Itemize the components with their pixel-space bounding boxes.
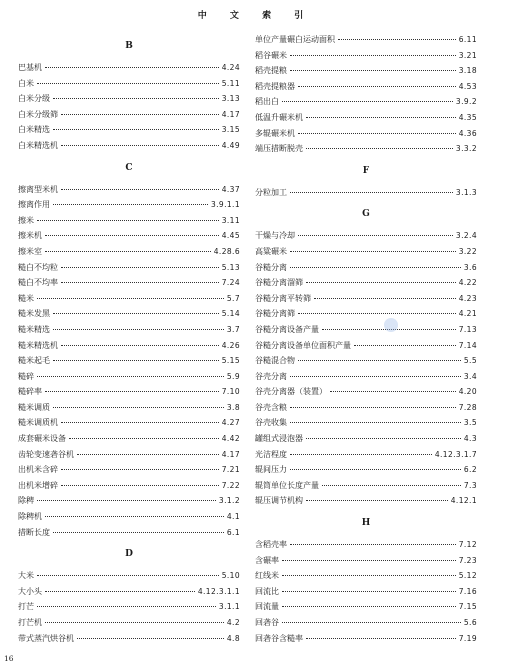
index-term: 擦离作用 bbox=[18, 200, 50, 210]
dot-leader bbox=[53, 129, 219, 130]
dot-leader bbox=[298, 86, 456, 87]
dot-leader bbox=[53, 98, 219, 99]
section-reference: 5.5 bbox=[463, 356, 477, 366]
index-term: 打芒 bbox=[18, 602, 34, 612]
dot-leader bbox=[45, 622, 224, 623]
index-entry bbox=[18, 122, 240, 138]
dot-leader bbox=[306, 282, 456, 283]
index-term: 谷糙混合物 bbox=[255, 356, 295, 366]
index-entry bbox=[255, 260, 477, 276]
index-term: 擦离型米机 bbox=[18, 184, 58, 194]
dot-leader bbox=[290, 70, 456, 71]
section-reference: 4.2 bbox=[226, 618, 240, 627]
section-reference: 4.20 bbox=[458, 387, 477, 397]
index-entry bbox=[255, 462, 477, 478]
dot-leader bbox=[37, 376, 224, 377]
dot-leader bbox=[61, 267, 219, 268]
dot-leader bbox=[45, 251, 211, 252]
index-term: 干燥与冷却 bbox=[255, 231, 295, 241]
index-entry bbox=[18, 615, 240, 631]
index-term: 辊间压力 bbox=[255, 465, 287, 475]
section-reference: 6.1 bbox=[226, 527, 240, 537]
dot-leader bbox=[37, 575, 219, 576]
dot-leader bbox=[61, 485, 219, 486]
section-reference: 7.22 bbox=[221, 480, 240, 490]
dot-leader bbox=[282, 560, 456, 561]
index-term: 糙碎率 bbox=[18, 387, 42, 397]
dot-leader bbox=[53, 313, 219, 314]
section-reference: 3.9.2 bbox=[455, 97, 477, 107]
index-entry bbox=[18, 197, 240, 213]
index-entry bbox=[18, 107, 240, 123]
dot-leader bbox=[45, 67, 219, 68]
index-entry bbox=[18, 91, 240, 107]
section-reference: 3.7 bbox=[226, 324, 240, 334]
index-entry bbox=[255, 228, 477, 244]
dot-leader bbox=[290, 544, 456, 545]
index-entry bbox=[18, 260, 240, 276]
index-term: 谷糙分离 bbox=[255, 262, 287, 272]
index-entry bbox=[18, 447, 240, 463]
index-entry bbox=[18, 584, 240, 600]
index-entry bbox=[255, 599, 477, 615]
section-reference: 3.11 bbox=[221, 215, 240, 225]
dot-leader bbox=[290, 251, 456, 252]
index-entry bbox=[255, 415, 477, 431]
dot-leader bbox=[37, 298, 224, 299]
dot-leader bbox=[282, 622, 461, 623]
index-term: 辊压调节机构 bbox=[255, 496, 303, 506]
index-term: 谷壳收集 bbox=[255, 418, 287, 428]
index-entry bbox=[18, 525, 240, 541]
dot-leader bbox=[53, 204, 208, 205]
dot-leader bbox=[354, 345, 456, 346]
dot-leader bbox=[314, 298, 456, 299]
section-reference: 5.14 bbox=[221, 309, 240, 319]
dot-leader bbox=[330, 391, 456, 392]
index-term: 稻壳提粮 bbox=[255, 66, 287, 76]
index-term: 成套碾米设备 bbox=[18, 434, 66, 444]
index-term: 谷壳分离 bbox=[255, 371, 287, 381]
index-term: 稻出白 bbox=[255, 97, 279, 107]
dot-leader bbox=[306, 500, 448, 501]
section-reference: 7.24 bbox=[221, 278, 240, 288]
index-entry bbox=[18, 369, 240, 385]
index-entry bbox=[18, 244, 240, 260]
section-reference: 4.28.6 bbox=[213, 246, 240, 256]
index-term: 红线米 bbox=[255, 571, 279, 581]
index-term: 大米 bbox=[18, 571, 34, 581]
dot-leader bbox=[53, 360, 219, 361]
index-term: 糙米精选机 bbox=[18, 340, 58, 350]
index-term: 稻壳提粮器 bbox=[255, 81, 295, 91]
section-reference: 7.12 bbox=[458, 540, 477, 550]
section-reference: 4.26 bbox=[221, 340, 240, 350]
index-entry bbox=[255, 322, 477, 338]
index-entry bbox=[18, 353, 240, 369]
section-reference: 5.15 bbox=[221, 356, 240, 366]
dot-leader bbox=[290, 55, 456, 56]
dot-leader bbox=[61, 422, 219, 423]
dot-leader bbox=[61, 189, 219, 190]
index-entry bbox=[18, 631, 240, 647]
dot-leader bbox=[282, 101, 453, 102]
dot-leader bbox=[282, 575, 456, 576]
index-term: 分粒加工 bbox=[255, 187, 287, 197]
index-entry bbox=[255, 478, 477, 494]
index-term: 齿轮变速砻谷机 bbox=[18, 449, 74, 459]
index-term: 除稗机 bbox=[18, 512, 42, 522]
section-reference: 4.21 bbox=[458, 309, 477, 319]
index-term: 白米 bbox=[18, 78, 34, 88]
section-reference: 3.1.1 bbox=[218, 602, 240, 612]
dot-leader bbox=[61, 282, 219, 283]
index-term: 糙米起毛 bbox=[18, 356, 50, 366]
dot-leader bbox=[37, 220, 219, 221]
dot-leader bbox=[290, 407, 456, 408]
index-entry bbox=[255, 338, 477, 354]
index-term: 巴基机 bbox=[18, 63, 42, 72]
dot-leader bbox=[61, 345, 219, 346]
index-entry bbox=[18, 291, 240, 307]
index-entry bbox=[255, 291, 477, 307]
index-entry bbox=[18, 431, 240, 447]
dot-leader bbox=[290, 192, 453, 193]
index-entry bbox=[255, 126, 477, 142]
index-term: 糙米 bbox=[18, 293, 34, 303]
index-term: 除稗 bbox=[18, 496, 34, 506]
dot-leader bbox=[290, 469, 461, 470]
index-term: 谷壳含粮 bbox=[255, 402, 287, 412]
index-term: 擦米室 bbox=[18, 246, 42, 256]
dot-leader bbox=[306, 638, 456, 639]
index-term: 糙白不均粒 bbox=[18, 262, 58, 272]
index-term: 单位产量碾白运动面积 bbox=[255, 35, 335, 44]
index-term: 糙白不均率 bbox=[18, 278, 58, 288]
index-term: 光洁程度 bbox=[255, 449, 287, 459]
section-reference: 4.17 bbox=[221, 109, 240, 119]
dot-leader bbox=[298, 133, 456, 134]
index-term: 含稻壳率 bbox=[255, 540, 287, 550]
index-entry bbox=[255, 584, 477, 600]
section-reference: 5.11 bbox=[221, 78, 240, 88]
index-entry bbox=[255, 48, 477, 64]
index-entry bbox=[18, 228, 240, 244]
index-entry bbox=[255, 306, 477, 322]
dot-leader bbox=[37, 500, 216, 501]
index-entry bbox=[255, 94, 477, 110]
dot-leader bbox=[77, 638, 224, 639]
index-entry bbox=[255, 141, 477, 157]
section-reference: 4.12.3.1.7 bbox=[434, 449, 477, 459]
index-term: 糙米调质机 bbox=[18, 418, 58, 428]
dot-leader bbox=[45, 235, 219, 236]
dot-leader bbox=[282, 606, 456, 607]
index-entry bbox=[18, 599, 240, 615]
index-term: 谷糙分离溜筛 bbox=[255, 278, 303, 288]
section-reference: 7.14 bbox=[458, 340, 477, 350]
index-term: 白米精选机 bbox=[18, 140, 58, 150]
index-term: 措断长度 bbox=[18, 527, 50, 537]
index-entry bbox=[18, 400, 240, 416]
index-term: 稻谷碾米 bbox=[255, 50, 287, 60]
section-reference: 7.23 bbox=[458, 555, 477, 565]
section-reference: 5.6 bbox=[463, 618, 477, 627]
section-letter-heading: F bbox=[362, 165, 370, 176]
section-reference: 4.23 bbox=[458, 293, 477, 303]
index-term: 出机米含碎 bbox=[18, 465, 58, 475]
index-entry bbox=[18, 338, 240, 354]
index-term: 谷糙分离设备单位面积产量 bbox=[255, 340, 351, 350]
index-term: 白米精选 bbox=[18, 125, 50, 135]
index-entry bbox=[18, 384, 240, 400]
page-number: 16 bbox=[4, 654, 14, 663]
index-term: 大小头 bbox=[18, 586, 42, 596]
index-term: 多辊碾米机 bbox=[255, 128, 295, 138]
section-reference: 5.13 bbox=[221, 262, 240, 272]
index-term: 罐组式浸泡器 bbox=[255, 434, 303, 444]
section-reference: 4.42 bbox=[221, 434, 240, 444]
dot-leader bbox=[298, 313, 456, 314]
index-entry bbox=[255, 493, 477, 509]
section-reference: 4.3 bbox=[463, 434, 477, 444]
section-reference: 3.22 bbox=[458, 246, 477, 256]
index-term: 白米分级筛 bbox=[18, 109, 58, 119]
index-entry bbox=[18, 306, 240, 322]
section-reference: 3.15 bbox=[221, 125, 240, 135]
index-entry bbox=[18, 60, 240, 76]
index-entry bbox=[18, 415, 240, 431]
index-entry bbox=[18, 462, 240, 478]
index-entry bbox=[255, 400, 477, 416]
index-entry bbox=[255, 369, 477, 385]
dot-leader bbox=[338, 39, 456, 40]
index-term: 擦米 bbox=[18, 215, 34, 225]
index-entry bbox=[255, 275, 477, 291]
dot-leader bbox=[290, 376, 461, 377]
dot-leader bbox=[290, 267, 461, 268]
index-entry bbox=[255, 568, 477, 584]
section-reference: 7.16 bbox=[458, 586, 477, 596]
section-reference: 3.4 bbox=[463, 371, 477, 381]
index-entry bbox=[18, 76, 240, 92]
dot-leader bbox=[306, 117, 456, 118]
dot-leader bbox=[306, 438, 461, 439]
section-reference: 4.12.1 bbox=[450, 496, 477, 506]
section-reference: 3.1.2 bbox=[218, 496, 240, 506]
section-letter-heading: D bbox=[125, 549, 133, 560]
section-reference: 5.10 bbox=[221, 571, 240, 581]
section-reference: 7.28 bbox=[458, 402, 477, 412]
index-entry bbox=[18, 138, 240, 154]
section-reference: 4.37 bbox=[221, 184, 240, 194]
index-term: 回流比 bbox=[255, 586, 279, 596]
index-entry bbox=[255, 110, 477, 126]
index-term: 辊筒单位长度产量 bbox=[255, 480, 319, 490]
section-letter-heading: C bbox=[125, 162, 133, 173]
section-reference: 7.19 bbox=[458, 633, 477, 643]
section-reference: 4.17 bbox=[221, 449, 240, 459]
index-entry bbox=[18, 478, 240, 494]
section-reference: 3.3.2 bbox=[455, 144, 477, 154]
index-entry bbox=[255, 63, 477, 79]
section-reference: 3.8 bbox=[226, 402, 240, 412]
index-entry bbox=[255, 447, 477, 463]
section-reference: 5.12 bbox=[458, 571, 477, 581]
index-term: 白米分级 bbox=[18, 94, 50, 104]
section-reference: 4.45 bbox=[221, 231, 240, 241]
index-term: 打芒机 bbox=[18, 618, 42, 627]
dot-leader bbox=[37, 606, 216, 607]
index-entry bbox=[18, 182, 240, 198]
index-term: 糙米发黑 bbox=[18, 309, 50, 319]
index-term: 回砻谷含糙率 bbox=[255, 633, 303, 643]
index-column-right bbox=[255, 32, 477, 646]
index-term: 回流量 bbox=[255, 602, 279, 612]
section-reference: 4.35 bbox=[458, 112, 477, 122]
index-term: 谷糙分离设备产量 bbox=[255, 324, 319, 334]
index-entry bbox=[255, 244, 477, 260]
index-entry bbox=[255, 615, 477, 631]
dot-leader bbox=[306, 148, 453, 149]
section-reference: 4.12.3.1.1 bbox=[197, 586, 240, 596]
index-term: 低温升碾米机 bbox=[255, 112, 303, 122]
index-entry bbox=[255, 32, 477, 48]
dot-leader bbox=[53, 532, 224, 533]
index-term: 带式蒸汽烘谷机 bbox=[18, 633, 74, 643]
index-entry bbox=[18, 509, 240, 525]
section-reference: 5.9 bbox=[226, 371, 240, 381]
section-letter-heading: B bbox=[125, 41, 133, 51]
dot-leader bbox=[322, 485, 461, 486]
dot-leader bbox=[45, 516, 224, 517]
section-reference: 4.53 bbox=[458, 81, 477, 91]
dot-leader bbox=[298, 235, 453, 236]
section-reference: 4.24 bbox=[221, 63, 240, 72]
dot-leader bbox=[37, 83, 219, 84]
section-reference: 4.8 bbox=[226, 633, 240, 643]
index-entry bbox=[255, 631, 477, 647]
index-entry bbox=[255, 384, 477, 400]
index-entry bbox=[18, 568, 240, 584]
dot-leader bbox=[45, 591, 195, 592]
section-reference: 4.36 bbox=[458, 128, 477, 138]
index-entry bbox=[255, 185, 477, 201]
index-entry bbox=[18, 275, 240, 291]
dot-leader bbox=[61, 145, 219, 146]
index-term: 回砻谷 bbox=[255, 618, 279, 627]
index-entry bbox=[18, 322, 240, 338]
dot-leader bbox=[53, 407, 224, 408]
index-term: 高粱碾米 bbox=[255, 246, 287, 256]
section-reference: 3.6 bbox=[463, 262, 477, 272]
index-entry bbox=[255, 79, 477, 95]
index-entry bbox=[255, 431, 477, 447]
dot-leader bbox=[61, 114, 219, 115]
section-letter-heading: G bbox=[362, 209, 370, 220]
section-reference: 4.1 bbox=[226, 512, 240, 522]
section-reference: 4.22 bbox=[458, 278, 477, 288]
section-reference: 3.13 bbox=[221, 94, 240, 104]
section-reference: 6.11 bbox=[458, 35, 477, 44]
index-term: 含碾率 bbox=[255, 555, 279, 565]
section-reference: 6.2 bbox=[463, 465, 477, 475]
dot-leader bbox=[290, 454, 432, 455]
index-term: 擦米机 bbox=[18, 231, 42, 241]
index-term: 糙米调质 bbox=[18, 402, 50, 412]
section-reference: 7.13 bbox=[458, 324, 477, 334]
index-entry bbox=[255, 537, 477, 553]
index-term: 谷糙分离平转筛 bbox=[255, 293, 311, 303]
dot-leader bbox=[282, 591, 456, 592]
dot-leader bbox=[61, 469, 219, 470]
index-entry bbox=[255, 353, 477, 369]
section-reference: 7.10 bbox=[221, 387, 240, 397]
section-reference: 3.5 bbox=[463, 418, 477, 428]
dot-leader bbox=[290, 422, 461, 423]
section-reference: 3.9.1.1 bbox=[210, 200, 240, 210]
dot-leader bbox=[69, 438, 219, 439]
index-column-left bbox=[18, 32, 240, 646]
index-term: 糙碎 bbox=[18, 371, 34, 381]
section-reference: 4.49 bbox=[221, 140, 240, 150]
dot-leader bbox=[45, 391, 219, 392]
index-term: 糙米精选 bbox=[18, 324, 50, 334]
section-reference: 3.2.4 bbox=[455, 231, 477, 241]
dot-leader bbox=[53, 329, 224, 330]
dot-leader bbox=[298, 360, 461, 361]
section-reference: 7.15 bbox=[458, 602, 477, 612]
section-letter-heading: H bbox=[361, 518, 371, 529]
index-term: 谷壳分离器（装置） bbox=[255, 387, 327, 397]
index-entry bbox=[18, 213, 240, 229]
section-reference: 4.27 bbox=[221, 418, 240, 428]
index-term: 端压措断脱壳 bbox=[255, 144, 303, 154]
index-entry bbox=[18, 493, 240, 509]
dot-leader bbox=[77, 454, 219, 455]
index-entry bbox=[255, 553, 477, 569]
index-term: 出机米增碎 bbox=[18, 480, 58, 490]
watermark-stamp bbox=[384, 318, 398, 332]
index-term: 谷糙分离筛 bbox=[255, 309, 295, 319]
section-reference: 5.7 bbox=[226, 293, 240, 303]
section-reference: 7.21 bbox=[221, 465, 240, 475]
section-reference: 3.21 bbox=[458, 50, 477, 60]
section-reference: 3.18 bbox=[458, 66, 477, 76]
page-title: 中 文 索 引 bbox=[197, 11, 314, 21]
section-reference: 7.3 bbox=[463, 480, 477, 490]
section-reference: 3.1.3 bbox=[455, 187, 477, 197]
